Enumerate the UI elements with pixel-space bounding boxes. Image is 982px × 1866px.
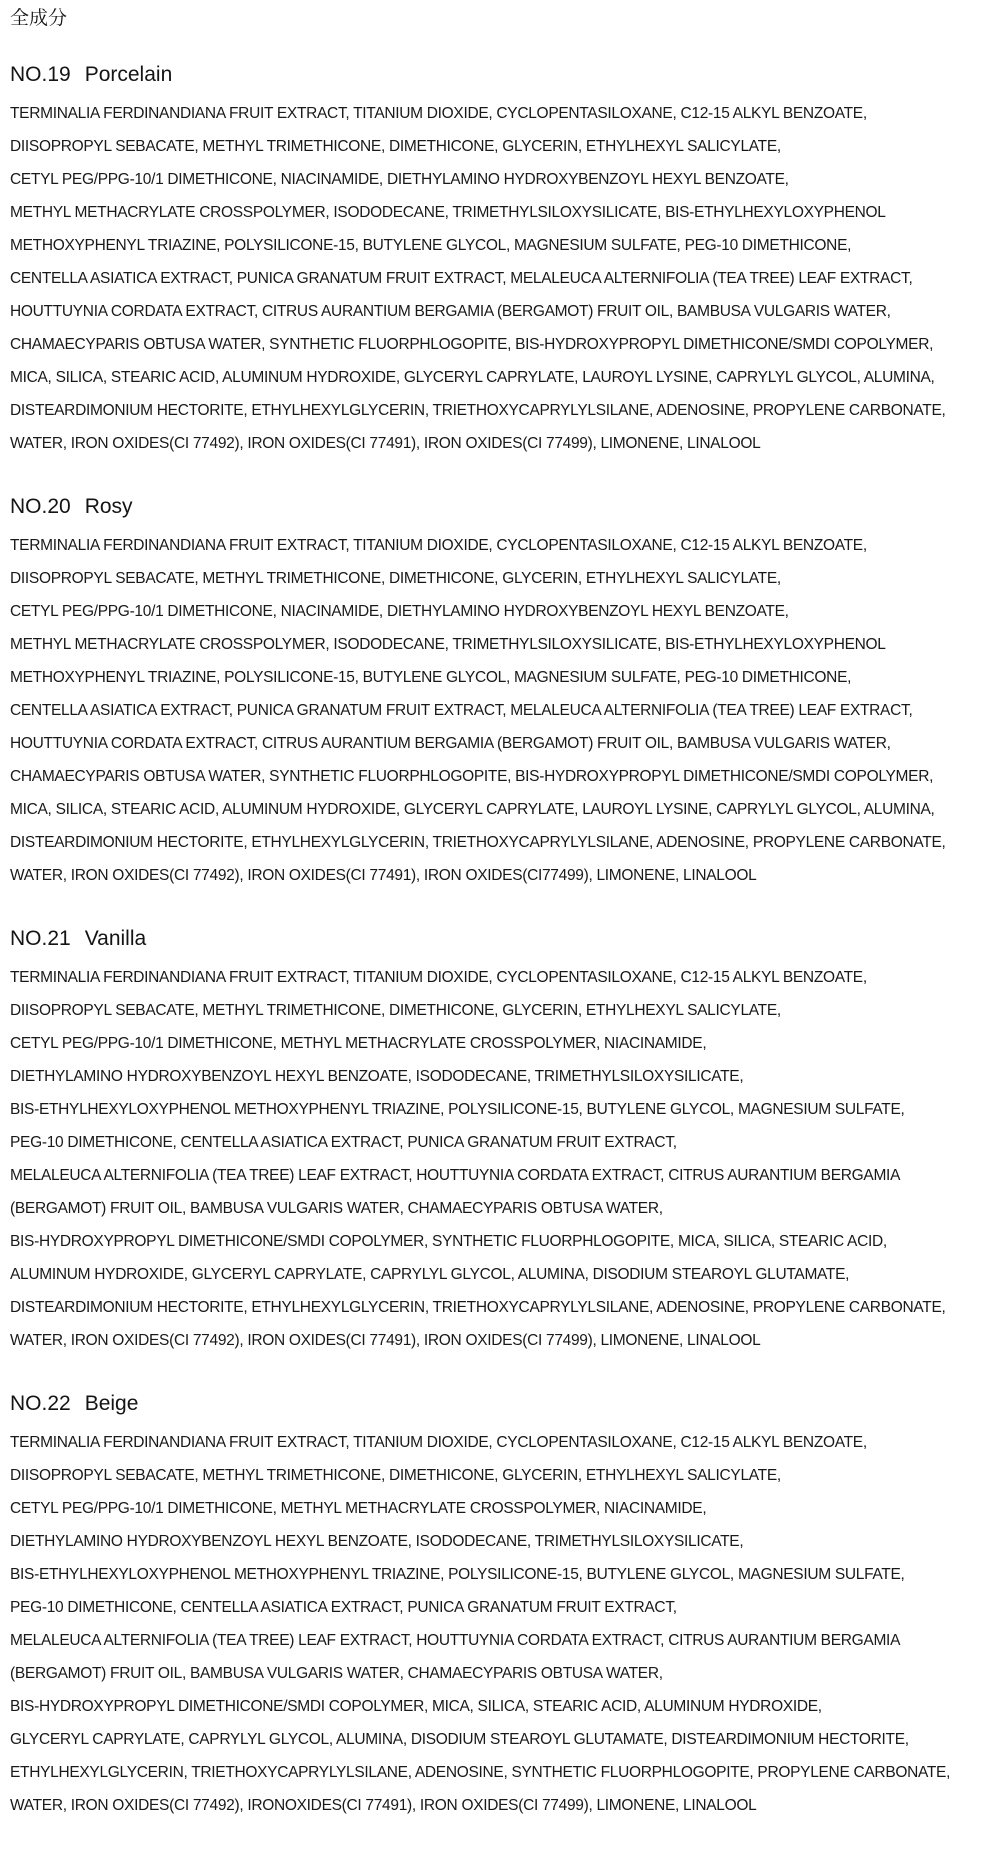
- section-name: Vanilla: [84, 927, 147, 950]
- ingredient-line: GLYCERYL CAPRYLATE, CAPRYLYL GLYCOL, ALUMINA, DISODIUM STEAROYL GLUTAMATE, DISTEARDIMONIUM HECTORITE,: [10, 1731, 909, 1748]
- ingredient-line: WATER, IRON OXIDES(CI 77492), IRON OXIDES(CI 77491), IRON OXIDES(CI77499), LIMONENE, LINALOOL: [10, 867, 757, 884]
- ingredient-line: WATER, IRON OXIDES(CI 77492), IRON OXIDES(CI 77491), IRON OXIDES(CI 77499), LIMONENE, LINALOOL: [10, 1332, 761, 1349]
- ingredient-list: [10, 961, 972, 1357]
- section-number: NO.19: [10, 63, 71, 86]
- ingredient-line: DISTEARDIMONIUM HECTORITE, ETHYLHEXYLGLYCERIN, TRIETHOXYCAPRYLYLSILANE, ADENOSINE, PROPYLENE CARBONATE,: [10, 1299, 946, 1316]
- ingredient-line: CETYL PEG/PPG-10/1 DIMETHICONE, NIACINAMIDE, DIETHYLAMINO HYDROXYBENZOYL HEXYL BENZOATE,: [10, 171, 789, 188]
- section-heading: [10, 62, 972, 88]
- section-heading: [10, 1391, 972, 1417]
- sections: [10, 62, 972, 1822]
- ingredient-line: CENTELLA ASIATICA EXTRACT, PUNICA GRANATUM FRUIT EXTRACT, MELALEUCA ALTERNIFOLIA (TEA TREE) LEAF EXTRACT,: [10, 270, 913, 287]
- shade-section: [10, 926, 972, 1357]
- ingredient-line: BIS-HYDROXYPROPYL DIMETHICONE/SMDI COPOLYMER, MICA, SILICA, STEARIC ACID, ALUMINUM HYDROXIDE,: [10, 1698, 822, 1715]
- ingredient-line: DIISOPROPYL SEBACATE, METHYL TRIMETHICONE, DIMETHICONE, GLYCERIN, ETHYLHEXYL SALICYLATE,: [10, 1002, 781, 1019]
- ingredient-list: [10, 529, 972, 892]
- ingredient-line: MELALEUCA ALTERNIFOLIA (TEA TREE) LEAF EXTRACT, HOUTTUYNIA CORDATA EXTRACT, CITRUS AURANTIUM BERGAMIA: [10, 1632, 901, 1649]
- ingredient-list: [10, 97, 972, 460]
- ingredient-line: (BERGAMOT) FRUIT OIL, BAMBUSA VULGARIS WATER, CHAMAECYPARIS OBTUSA WATER,: [10, 1200, 663, 1217]
- section-number: NO.20: [10, 495, 71, 518]
- ingredient-line: METHOXYPHENYL TRIAZINE, POLYSILICONE-15, BUTYLENE GLYCOL, MAGNESIUM SULFATE, PEG-10 DIMETHICONE,: [10, 669, 852, 686]
- ingredient-line: CETYL PEG/PPG-10/1 DIMETHICONE, NIACINAMIDE, DIETHYLAMINO HYDROXYBENZOYL HEXYL BENZOATE,: [10, 603, 789, 620]
- ingredient-line: WATER, IRON OXIDES(CI 77492), IRON OXIDES(CI 77491), IRON OXIDES(CI 77499), LIMONENE, LINALOOL: [10, 435, 761, 452]
- ingredient-line: MICA, SILICA, STEARIC ACID, ALUMINUM HYDROXIDE, GLYCERYL CAPRYLATE, LAUROYL LYSINE, CAPRYLYL GLYCOL, ALUMINA,: [10, 801, 935, 818]
- ingredient-line: DIISOPROPYL SEBACATE, METHYL TRIMETHICONE, DIMETHICONE, GLYCERIN, ETHYLHEXYL SALICYLATE,: [10, 570, 781, 587]
- page-title: 全成分: [10, 8, 68, 29]
- shade-section: [10, 494, 972, 892]
- section-name: Beige: [84, 1392, 139, 1415]
- ingredient-line: CETYL PEG/PPG-10/1 DIMETHICONE, METHYL METHACRYLATE CROSSPOLYMER, NIACINAMIDE,: [10, 1035, 707, 1052]
- shade-section: [10, 1391, 972, 1822]
- ingredient-line: DIETHYLAMINO HYDROXYBENZOYL HEXYL BENZOATE, ISODODECANE, TRIMETHYLSILOXYSILICATE,: [10, 1533, 744, 1550]
- ingredient-line: DIISOPROPYL SEBACATE, METHYL TRIMETHICONE, DIMETHICONE, GLYCERIN, ETHYLHEXYL SALICYLATE,: [10, 1467, 781, 1484]
- ingredient-line: DIETHYLAMINO HYDROXYBENZOYL HEXYL BENZOATE, ISODODECANE, TRIMETHYLSILOXYSILICATE,: [10, 1068, 744, 1085]
- ingredient-line: TERMINALIA FERDINANDIANA FRUIT EXTRACT, TITANIUM DIOXIDE, CYCLOPENTASILOXANE, C12-15 ALKYL BENZOATE,: [10, 969, 867, 986]
- ingredient-line: DIISOPROPYL SEBACATE, METHYL TRIMETHICONE, DIMETHICONE, GLYCERIN, ETHYLHEXYL SALICYLATE,: [10, 138, 781, 155]
- ingredient-line: MICA, SILICA, STEARIC ACID, ALUMINUM HYDROXIDE, GLYCERYL CAPRYLATE, LAUROYL LYSINE, CAPRYLYL GLYCOL, ALUMINA,: [10, 369, 935, 386]
- section-number: NO.22: [10, 1392, 71, 1415]
- ingredient-line: WATER, IRON OXIDES(CI 77492), IRONOXIDES(CI 77491), IRON OXIDES(CI 77499), LIMONENE, LINALOOL: [10, 1797, 757, 1814]
- ingredient-line: TERMINALIA FERDINANDIANA FRUIT EXTRACT, TITANIUM DIOXIDE, CYCLOPENTASILOXANE, C12-15 ALKYL BENZOATE,: [10, 1434, 867, 1451]
- section-number: NO.21: [10, 927, 71, 950]
- ingredient-line: BIS-ETHYLHEXYLOXYPHENOL METHOXYPHENYL TRIAZINE, POLYSILICONE-15, BUTYLENE GLYCOL, MAGNESIUM SULFATE,: [10, 1101, 905, 1118]
- ingredient-line: ALUMINUM HYDROXIDE, GLYCERYL CAPRYLATE, CAPRYLYL GLYCOL, ALUMINA, DISODIUM STEAROYL GLUTAMATE,: [10, 1266, 850, 1283]
- ingredient-list: [10, 1426, 972, 1822]
- ingredient-line: METHYL METHACRYLATE CROSSPOLYMER, ISODODECANE, TRIMETHYLSILOXYSILICATE, BIS-ETHYLHEXYLOXYPHENOL: [10, 204, 886, 221]
- ingredient-line: MELALEUCA ALTERNIFOLIA (TEA TREE) LEAF EXTRACT, HOUTTUYNIA CORDATA EXTRACT, CITRUS AURANTIUM BERGAMIA: [10, 1167, 901, 1184]
- ingredient-line: CETYL PEG/PPG-10/1 DIMETHICONE, METHYL METHACRYLATE CROSSPOLYMER, NIACINAMIDE,: [10, 1500, 707, 1517]
- section-name: Porcelain: [84, 63, 173, 86]
- ingredient-line: PEG-10 DIMETHICONE, CENTELLA ASIATICA EXTRACT, PUNICA GRANATUM FRUIT EXTRACT,: [10, 1134, 677, 1151]
- ingredient-line: ETHYLHEXYLGLYCERIN, TRIETHOXYCAPRYLYLSILANE, ADENOSINE, SYNTHETIC FLUORPHLOGOPITE, PROPYLENE CARBONATE,: [10, 1764, 951, 1781]
- ingredient-line: METHYL METHACRYLATE CROSSPOLYMER, ISODODECANE, TRIMETHYLSILOXYSILICATE, BIS-ETHYLHEXYLOXYPHENOL: [10, 636, 886, 653]
- ingredient-line: PEG-10 DIMETHICONE, CENTELLA ASIATICA EXTRACT, PUNICA GRANATUM FRUIT EXTRACT,: [10, 1599, 677, 1616]
- ingredient-line: CENTELLA ASIATICA EXTRACT, PUNICA GRANATUM FRUIT EXTRACT, MELALEUCA ALTERNIFOLIA (TEA TREE) LEAF EXTRACT,: [10, 702, 913, 719]
- section-name: Rosy: [84, 495, 133, 518]
- ingredient-line: DISTEARDIMONIUM HECTORITE, ETHYLHEXYLGLYCERIN, TRIETHOXYCAPRYLYLSILANE, ADENOSINE, PROPYLENE CARBONATE,: [10, 402, 946, 419]
- ingredient-line: TERMINALIA FERDINANDIANA FRUIT EXTRACT, TITANIUM DIOXIDE, CYCLOPENTASILOXANE, C12-15 ALKYL BENZOATE,: [10, 105, 867, 122]
- ingredient-line: CHAMAECYPARIS OBTUSA WATER, SYNTHETIC FLUORPHLOGOPITE, BIS-HYDROXYPROPYL DIMETHICONE/SMDI COPOLYMER,: [10, 768, 934, 785]
- section-heading: [10, 494, 972, 520]
- section-heading: [10, 926, 972, 952]
- shade-section: [10, 62, 972, 460]
- ingredient-line: METHOXYPHENYL TRIAZINE, POLYSILICONE-15, BUTYLENE GLYCOL, MAGNESIUM SULFATE, PEG-10 DIMETHICONE,: [10, 237, 852, 254]
- ingredient-line: TERMINALIA FERDINANDIANA FRUIT EXTRACT, TITANIUM DIOXIDE, CYCLOPENTASILOXANE, C12-15 ALKYL BENZOATE,: [10, 537, 867, 554]
- ingredient-line: CHAMAECYPARIS OBTUSA WATER, SYNTHETIC FLUORPHLOGOPITE, BIS-HYDROXYPROPYL DIMETHICONE/SMDI COPOLYMER,: [10, 336, 934, 353]
- ingredient-line: (BERGAMOT) FRUIT OIL, BAMBUSA VULGARIS WATER, CHAMAECYPARIS OBTUSA WATER,: [10, 1665, 663, 1682]
- ingredient-line: DISTEARDIMONIUM HECTORITE, ETHYLHEXYLGLYCERIN, TRIETHOXYCAPRYLYLSILANE, ADENOSINE, PROPYLENE CARBONATE,: [10, 834, 946, 851]
- ingredient-line: BIS-ETHYLHEXYLOXYPHENOL METHOXYPHENYL TRIAZINE, POLYSILICONE-15, BUTYLENE GLYCOL, MAGNESIUM SULFATE,: [10, 1566, 905, 1583]
- ingredient-line: HOUTTUYNIA CORDATA EXTRACT, CITRUS AURANTIUM BERGAMIA (BERGAMOT) FRUIT OIL, BAMBUSA VULGARIS WATER,: [10, 735, 891, 752]
- ingredient-line: BIS-HYDROXYPROPYL DIMETHICONE/SMDI COPOLYMER, SYNTHETIC FLUORPHLOGOPITE, MICA, SILICA, STEARIC ACID,: [10, 1233, 887, 1250]
- ingredient-line: HOUTTUYNIA CORDATA EXTRACT, CITRUS AURANTIUM BERGAMIA (BERGAMOT) FRUIT OIL, BAMBUSA VULGARIS WATER,: [10, 303, 891, 320]
